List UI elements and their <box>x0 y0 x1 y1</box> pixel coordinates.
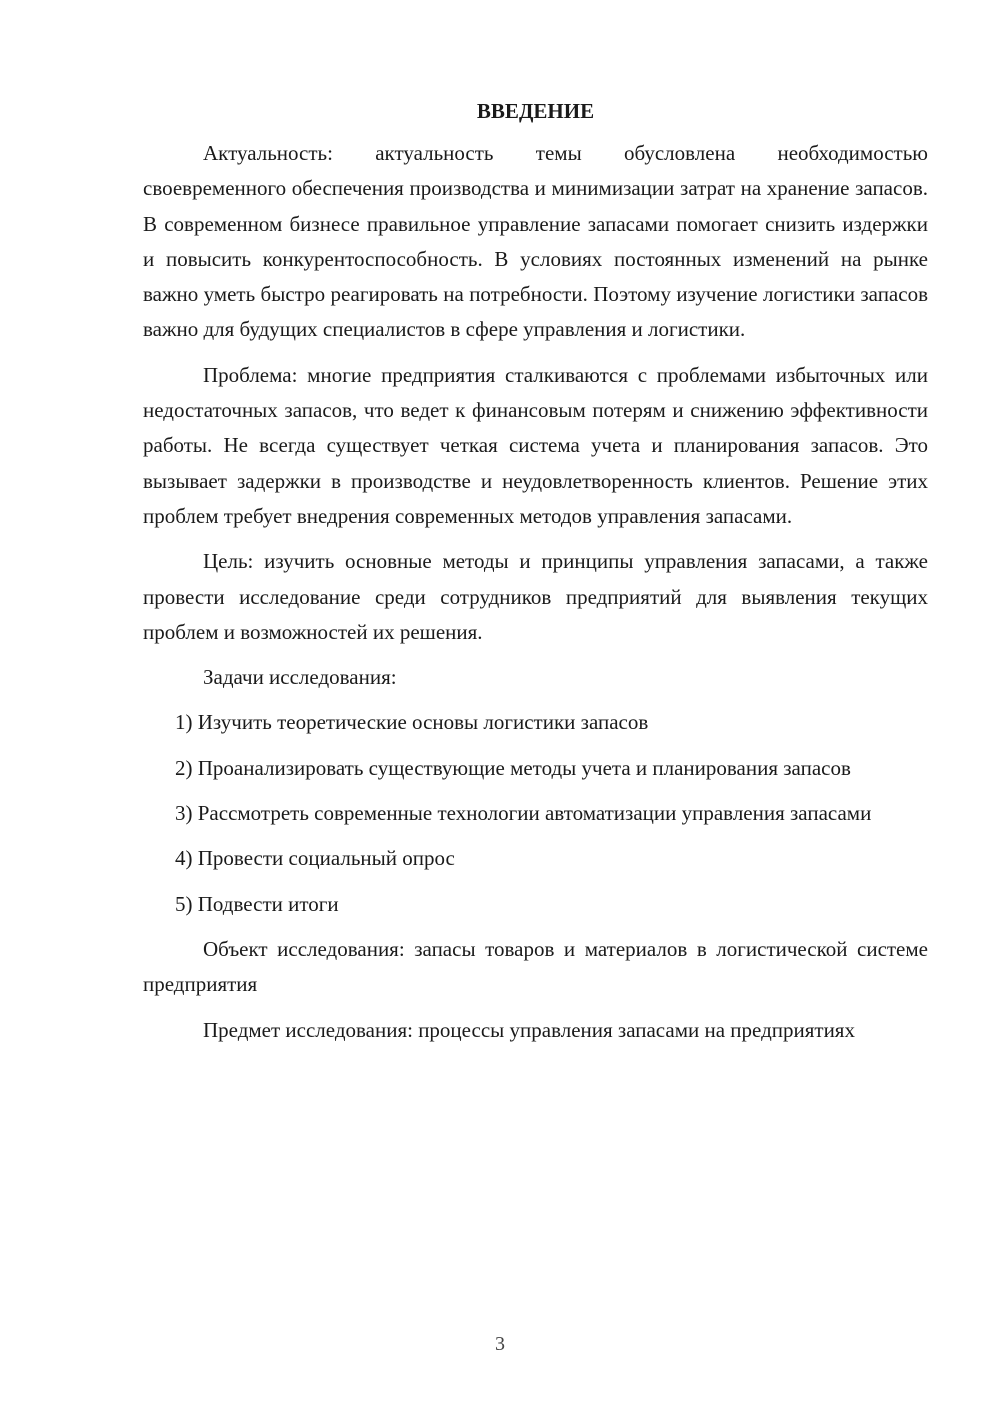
task-item-2: 2) Проанализировать существующие методы учета и планирования запасов <box>175 755 851 780</box>
page-number: 3 <box>495 1333 505 1355</box>
paragraph-object: Объект исследования: запасы товаров и материалов в логистической системе предприятия <box>143 936 928 997</box>
task-item-3: 3) Рассмотреть современные технологии автоматизации управления запасами <box>175 801 872 826</box>
task-item-4: 4) Провести социальный опрос <box>175 846 455 871</box>
paragraph-problem: Проблема: многие предприятия сталкиваются с проблемами избыточных или недостаточных запасов, что ведет к финансовым потерям и снижению эффективности работы. Не всегда существует четкая система учета и планирования запасов. Это вызывает задержки в производстве и неудовлетворенность клиентов. Решение этих проблем требует внедрения современных методов управления запасами. <box>143 362 928 528</box>
page-title: ВВЕДЕНИЕ <box>476 99 595 123</box>
page-content <box>143 96 928 1058</box>
paragraph-goal: Цель: изучить основные методы и принципы управления запасами, а также провести исследование среди сотрудников предприятий для выявления текущих проблем и возможностей их решения. <box>143 549 928 644</box>
task-item-1: 1) Изучить теоретические основы логистики запасов <box>175 710 649 735</box>
paragraph-subject: Предмет исследования: процессы управления запасами на предприятиях <box>203 1017 855 1042</box>
paragraph-relevance: Актуальность: актуальность темы обусловлена необходимостью своевременного обеспечения производства и минимизации затрат на хранение запасов. В современном бизнесе правильное управление запасами помогает снизить издержки и повысить конкурентоспособность. В условиях постоянных изменений на рынке важно уметь быстро реагировать на потребности. Поэтому изучение логистики запасов важно для будущих специалистов в сфере управления и логистики. <box>143 141 928 342</box>
task-item-5: 5) Подвести итоги <box>175 891 339 916</box>
paragraph-tasks-heading: Задачи исследования: <box>203 665 397 690</box>
